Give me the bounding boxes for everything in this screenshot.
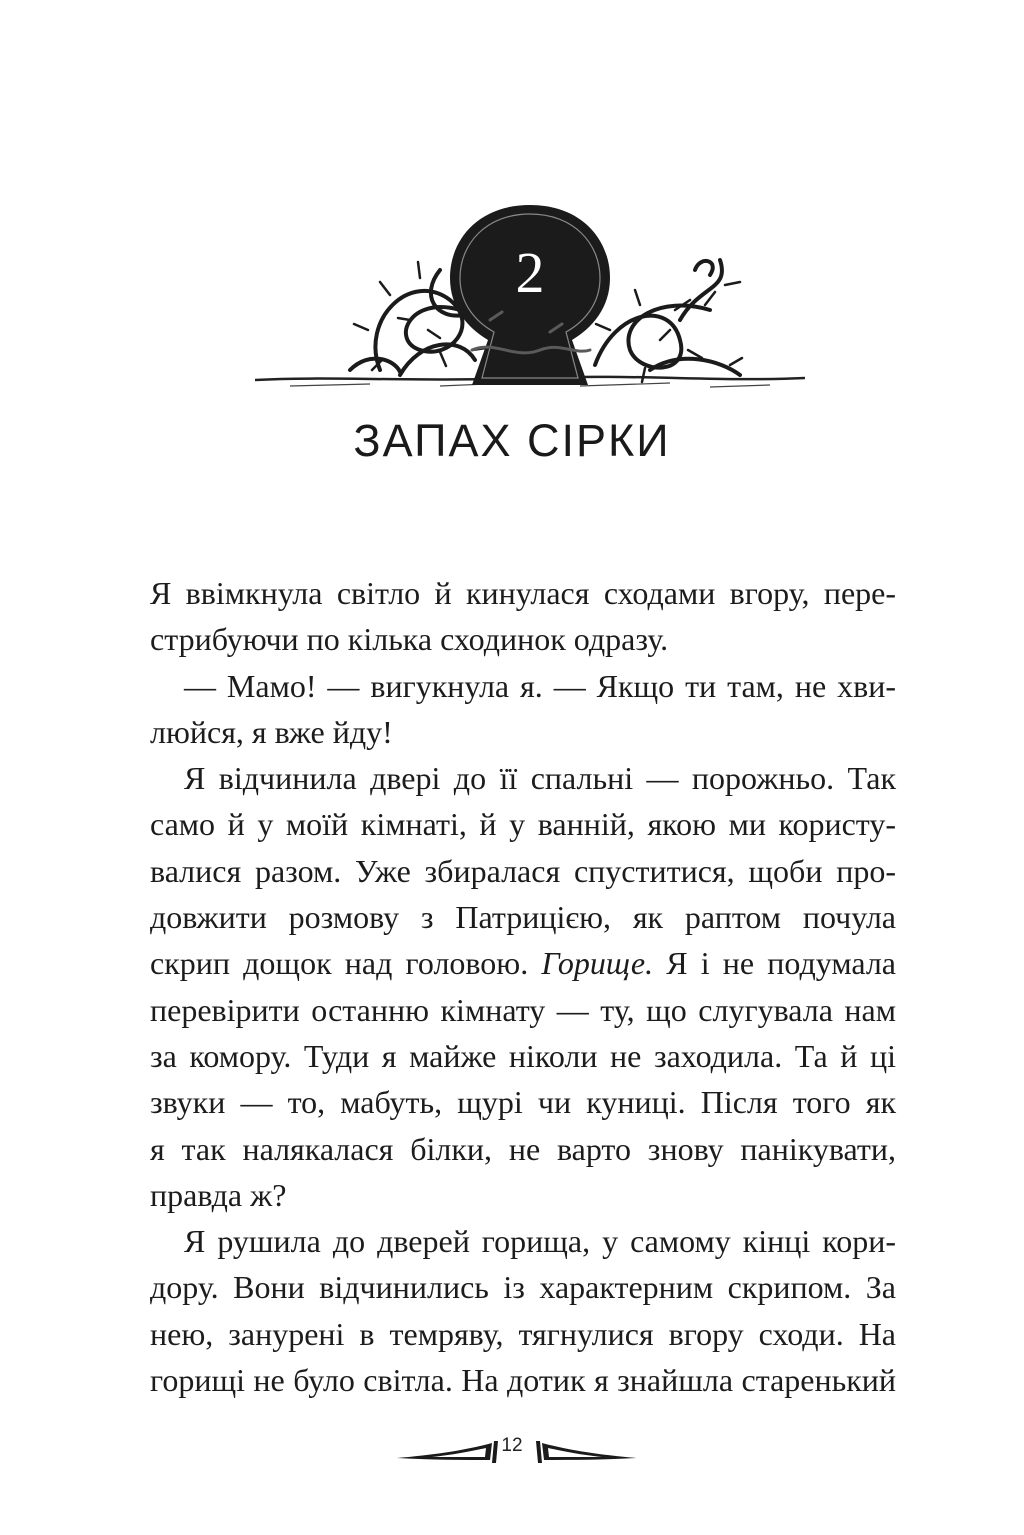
text-line: валися разом. Уже збиралася спуститися, щоби про- <box>150 852 896 889</box>
text-line: я так налякалася білки, не варто знову панікувати, <box>150 1130 896 1167</box>
chapter-emblem <box>250 200 810 400</box>
text-line: дору. Вони відчинились із характерним скрипом. За <box>150 1269 896 1306</box>
chapter-number: 2 <box>515 240 545 305</box>
italic-word: Горище. <box>541 945 654 982</box>
text-line: звуки — то, мабуть, щурі чи куниці. Після того як <box>150 1084 896 1121</box>
text-line: горищі не було світла. На дотик я знайшла старенький <box>150 1362 896 1399</box>
text-segment: скрип дощок над головою. <box>150 945 542 982</box>
text-segment: Я і не подумала <box>653 945 897 982</box>
text-line: Я відчинила двері до її спальні — порожньо. Так <box>184 760 896 797</box>
text-line: — Мамо! — вигукнула я. — Якщо ти там, не хви- <box>184 667 896 704</box>
text-line: правда ж? <box>150 1176 287 1213</box>
text-line <box>150 940 896 986</box>
text-line: стрибуючи по кілька сходинок одразу. <box>150 621 669 658</box>
text-line: Я ввімкнула світло й кинулася сходами вгору, пере- <box>150 575 896 611</box>
text-line: за комору. Туди я майже ніколи не заходила. Та й ці <box>150 1037 896 1074</box>
text-line: Я рушила до дверей горища, у самому кінці кори- <box>184 1223 896 1260</box>
text-line: само й у моїй кімнаті, й у ванній, якою ми користу- <box>150 806 896 843</box>
text-line: люйся, я вже йду! <box>150 713 393 750</box>
page-number: 12 <box>501 1435 523 1456</box>
text-line: довжити розмову з Патрицією, як раптом почула <box>150 899 896 936</box>
body-text <box>150 570 896 1403</box>
chapter-title: ЗАПАХ СІРКИ <box>353 415 671 466</box>
text-line: перевірити останню кімнату — ту, що слугувала нам <box>150 991 896 1028</box>
text-line: нею, занурені в темряву, тягнулися вгору сходи. На <box>150 1315 896 1352</box>
